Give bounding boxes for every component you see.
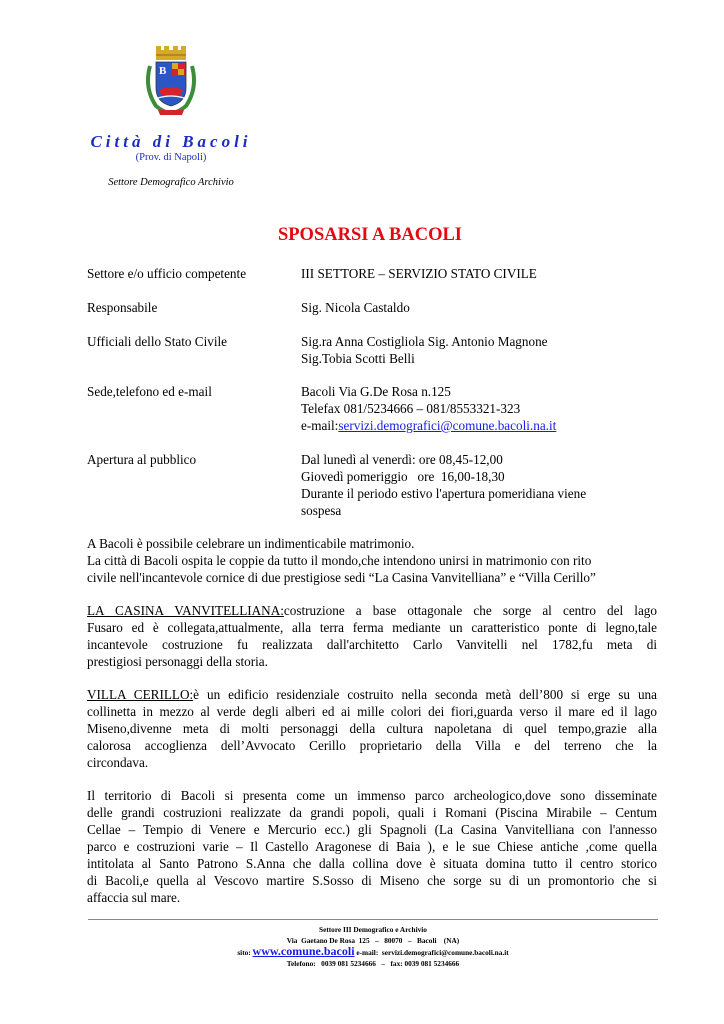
text-line: costruzione a base ottagonale che sorge al centro del lago (283, 603, 657, 618)
text-line: circondava. (87, 755, 149, 770)
casina-paragraph (87, 602, 657, 670)
footer-address: Via Gaetano De Rosa 125 – 80070 – Bacoli (NA) (286, 936, 460, 945)
footer-site-label: sito: (237, 948, 251, 957)
info-value (301, 383, 641, 434)
villa-heading: VILLA CERILLO: (87, 687, 194, 702)
info-value (301, 333, 641, 367)
intro-paragraph (87, 535, 657, 586)
info-line: Telefax 081/5234666 – 081/8553321-323 (301, 401, 521, 416)
text-line: Miseno,divenne meta di molti personaggi della cultura napoletana di quel tempo,grazie alla (87, 721, 657, 736)
villa-paragraph (87, 686, 657, 771)
info-line: Sig.Tobia Scotti Belli (301, 351, 415, 366)
text-line: delle grandi costruzioni realizzate da grandi popoli, quali i Romani (Piscina Mirabile – Centum (87, 805, 657, 820)
text-line: di Bacoli,e quella al Vescovo martire S.Sosso di Miseno che sorge su di un promontorio che si (87, 873, 657, 888)
info-line: Bacoli Via G.De Rosa n.125 (301, 384, 451, 399)
footer-divider (88, 919, 658, 920)
text-line: Il territorio di Bacoli si presenta come un immenso parco archeologico,dove sono disseminate (87, 788, 657, 803)
territory-paragraph (87, 787, 657, 906)
email-prefix: e-mail: (301, 418, 339, 433)
info-line: Sig.ra Anna Costigliola Sig. Antonio Magnone (301, 334, 548, 349)
sector-label: Settore Demografico Archivio (108, 177, 234, 188)
info-label: Ufficiali dello Stato Civile (87, 334, 228, 349)
casina-heading: LA CASINA VANVITELLIANA: (87, 603, 284, 618)
footer-office: Settore III Demografico e Archivio (319, 925, 427, 934)
info-value (301, 265, 641, 282)
text-line: intitolata al Santo Patrono S.Anna che dalla collina dove è situata domina tutto il centro storico (87, 856, 657, 871)
website-link[interactable]: www.comune.bacoli (252, 944, 355, 958)
info-line: III SETTORE – SERVIZIO STATO CIVILE (301, 266, 537, 281)
text-line: calorosa accoglienza dell’Avvocato Cerillo proprietario della Villa e del terreno che la (87, 738, 657, 753)
text-line: La città di Bacoli ospita le coppie da tutto il mondo,che intendono unirsi in matrimonio con rito (87, 553, 592, 568)
info-label: Sede,telefono ed e-mail (87, 384, 212, 399)
footer-phone: Telefono: 0039 081 5234666 – fax: 0039 081 5234666 (286, 959, 460, 968)
info-label: Settore e/o ufficio competente (87, 266, 247, 281)
text-line: parco e costruzioni varie – Il Castello Aragonese di Baia ), e le sue Chiese antiche ,come quella (87, 839, 657, 854)
text-line: prestigiosi personaggi della storia. (87, 654, 268, 669)
svg-text:B: B (159, 65, 167, 77)
province-label: (Prov. di Napoli) (135, 152, 207, 163)
info-line: Giovedì pomeriggio ore 16,00-18,30 (301, 469, 505, 484)
text-line: è un edificio residenziale costruito nella seconda metà dell’800 si erge su una (193, 687, 657, 702)
info-line: Durante il periodo estivo l'apertura pomeridiana viene (301, 486, 587, 501)
email-link[interactable]: servizi.demografici@comune.bacoli.na.it (338, 418, 557, 433)
footer-email: e-mail: servizi.demografici@comune.bacoli.na.it (356, 948, 509, 957)
text-line: A Bacoli è possibile celebrare un indimenticabile matrimonio. (87, 536, 415, 551)
info-line: sospesa (301, 503, 342, 518)
info-line: Dal lunedì al venerdì: ore 08,45-12,00 (301, 452, 503, 467)
text-line: Cellae – Tempio di Venere e Mercurio ecc.) gli Spagnoli (La Casina Vanvitelliana con l'annesso (87, 822, 657, 837)
text-line: civile nell'incantevole cornice di due prestigiose sedi “La Casina Vanvitelliana” e “Villa Cerillo” (87, 570, 596, 585)
info-label: Responsabile (87, 300, 158, 315)
info-line: Sig. Nicola Castaldo (301, 300, 410, 315)
text-line: collinetta in mezzo al verde degli alberi ed ai mille colori dei fiori,guarda verso il mare ed il lago (87, 704, 657, 719)
page-title: SPOSARSI A BACOLI (277, 225, 463, 245)
info-value (301, 299, 641, 316)
text-line: Fusaro ed è collegata,attualmente, alla terra ferma mediante un caratteristico ponte di legno,tale (87, 620, 657, 635)
info-value (301, 451, 641, 519)
text-line: incantevole costruzione fu realizzata dall'architetto Carlo Vanvitelli nel 1782,fu meta di (87, 637, 657, 652)
text-line: affaccia sul mare. (87, 890, 181, 905)
city-crest-logo (142, 44, 200, 120)
page-footer (88, 924, 658, 969)
info-label: Apertura al pubblico (87, 452, 197, 467)
footer-web-line (88, 946, 658, 958)
city-name: Città di Bacoli (90, 132, 252, 151)
email-line (301, 417, 641, 434)
